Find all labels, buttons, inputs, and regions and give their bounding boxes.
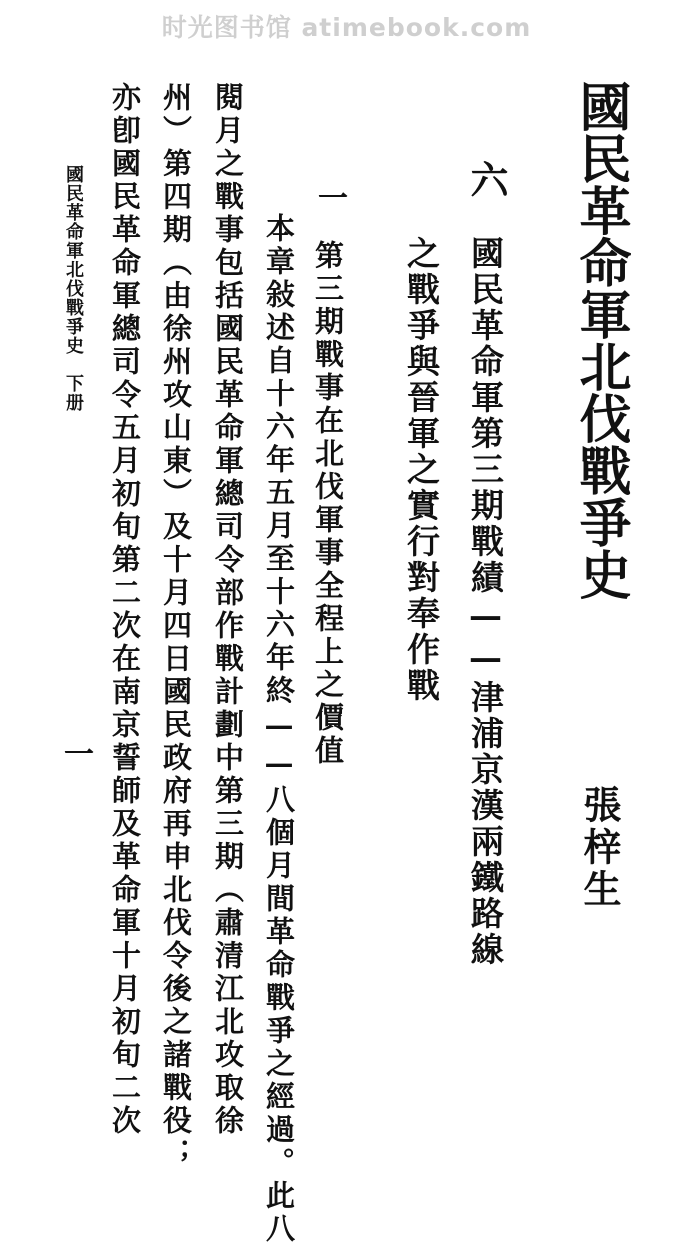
author-name: 張梓生	[577, 785, 622, 911]
book-title: 國民革命軍北伐戰爭史	[570, 80, 631, 600]
chapter-number: 六	[464, 160, 509, 198]
body-line-2: 閱月之戰事包括國民革命軍總司令部作戰計劃中第三期（肅清江北攻取徐	[211, 82, 245, 1138]
page-number: 一	[58, 738, 93, 768]
body-line-4: 亦卽國民革命軍總司令五月初旬第二次在南京誓師及革命軍十月初旬二次	[108, 82, 142, 1138]
section-number: 一	[312, 182, 347, 212]
section-title: 第三期戰事在北伐軍事全程上之價值	[311, 240, 345, 768]
watermark-text: 时光图书馆 atimebook.com	[161, 13, 532, 42]
chapter-title-line-1: 國民革命軍第三期戰績——津浦京漢兩鐵路線	[466, 236, 505, 968]
running-title: 國民革命軍北伐戰爭史 下册	[63, 165, 84, 412]
body-line-1: 本章敍述自十六年五月至十六年終——八個月間革命戰爭之經過。此八	[262, 213, 296, 1246]
body-line-3: 州）第四期（由徐州攻山東）及十月四日國民政府再申北伐令後之諸戰役；	[159, 82, 193, 1171]
chapter-title-line-2: 之戰爭與晉軍之實行對奉作戰	[402, 236, 441, 704]
